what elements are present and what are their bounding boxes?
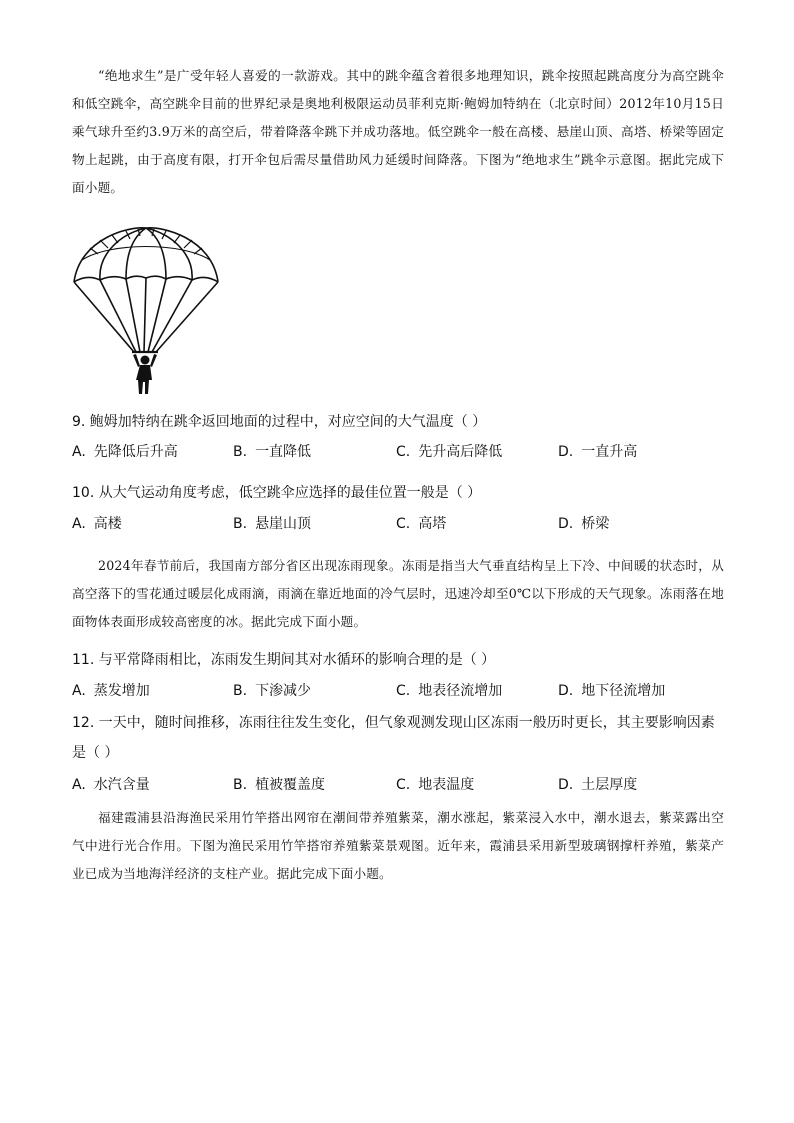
q10-option-d[interactable]: D. 桥梁 — [558, 516, 610, 532]
q11-option-c[interactable]: C. 地表径流增加 — [396, 683, 503, 699]
question-12-stem-line2: 是（ ） — [72, 745, 119, 761]
passage-freezing-rain — [72, 552, 724, 636]
q9-option-d[interactable]: D. 一直升高 — [558, 444, 638, 460]
passage-parachute-text: “绝地求生”是广受年轻人喜爱的一款游戏。其中的跳伞蕴含着很多地理知识，跳伞按照起跳高度分为高空跳伞和低空跳伞，高空跳伞目前的世界纪录是奥地利极限运动员菲利克斯·鲍姆加特纳在（北京时间）2012年10月15日乘气球升至约3.9万米的高空后，带着降落伞跳下并成功落地。低空跳伞一般在高楼、悬崖山顶、高塔、桥梁等固定物上起跳，由于高度有限，打开伞包后需尽量借助风力延缓时间降落。下图为“绝地求生”跳伞示意图。据此完成下面小题。 — [72, 68, 724, 195]
q12-option-b[interactable]: B. 植被覆盖度 — [233, 777, 326, 793]
q12-option-c[interactable]: C. 地表温度 — [396, 777, 475, 793]
passage-parachute — [72, 62, 724, 202]
question-12-stem-line1: 12. 一天中，随时间推移，冻雨往往发生变化，但气象观测发现山区冻雨一般历时更长，其主要影响因素 — [72, 715, 715, 731]
question-12-options — [72, 773, 732, 797]
question-10-options — [72, 512, 732, 536]
q11-option-a[interactable]: A. 蒸发增加 — [72, 683, 150, 699]
q11-option-b[interactable]: B. 下渗减少 — [233, 683, 312, 699]
q12-option-a[interactable]: A. 水汽含量 — [72, 777, 150, 793]
passage-seaweed — [72, 804, 724, 888]
q10-option-b[interactable]: B. 悬崖山顶 — [233, 516, 312, 532]
passage-seaweed-text: 福建霞浦县沿海渔民采用竹竿搭出网帘在潮间带养殖紫菜，潮水涨起，紫菜浸入水中，潮水退去，紫菜露出空气中进行光合作用。下图为渔民采用竹竿搭帘养殖紫菜景观图。近年来，霞浦县采用新型玻璃钢撑杆养殖，紫菜产业已成为当地海洋经济的支柱产业。据此完成下面小题。 — [72, 810, 724, 881]
question-11-stem: 11. 与平常降雨相比，冻雨发生期间其对水循环的影响合理的是（ ） — [72, 652, 496, 668]
parachute-figure — [70, 224, 222, 400]
parachute-illustration-icon — [70, 224, 222, 400]
q10-option-a[interactable]: A. 高楼 — [72, 516, 122, 532]
q12-option-d[interactable]: D. 土层厚度 — [558, 777, 638, 793]
q11-option-d[interactable]: D. 地下径流增加 — [558, 683, 666, 699]
q9-option-a[interactable]: A. 先降低后升高 — [72, 444, 178, 460]
q9-option-b[interactable]: B. 一直降低 — [233, 444, 312, 460]
passage-freezing-rain-text: 2024年春节前后，我国南方部分省区出现冻雨现象。冻雨是指当大气垂直结构呈上下冷、中间暖的状态时，从高空落下的雪花通过暖层化成雨滴，雨滴在靠近地面的冷气层时，迅速冷却至0℃以下形成的天气现象。冻雨落在地面物体表面形成较高密度的冰。据此完成下面小题。 — [72, 558, 724, 629]
question-9-options — [72, 440, 732, 464]
question-9-stem: 9. 鲍姆加特纳在跳伞返回地面的过程中，对应空间的大气温度（ ） — [72, 414, 487, 430]
q10-option-c[interactable]: C. 高塔 — [396, 516, 447, 532]
question-10-stem: 10. 从大气运动角度考虑，低空跳伞应选择的最佳位置一般是（ ） — [72, 485, 482, 501]
question-11-options — [72, 679, 732, 703]
q9-option-c[interactable]: C. 先升高后降低 — [396, 444, 503, 460]
